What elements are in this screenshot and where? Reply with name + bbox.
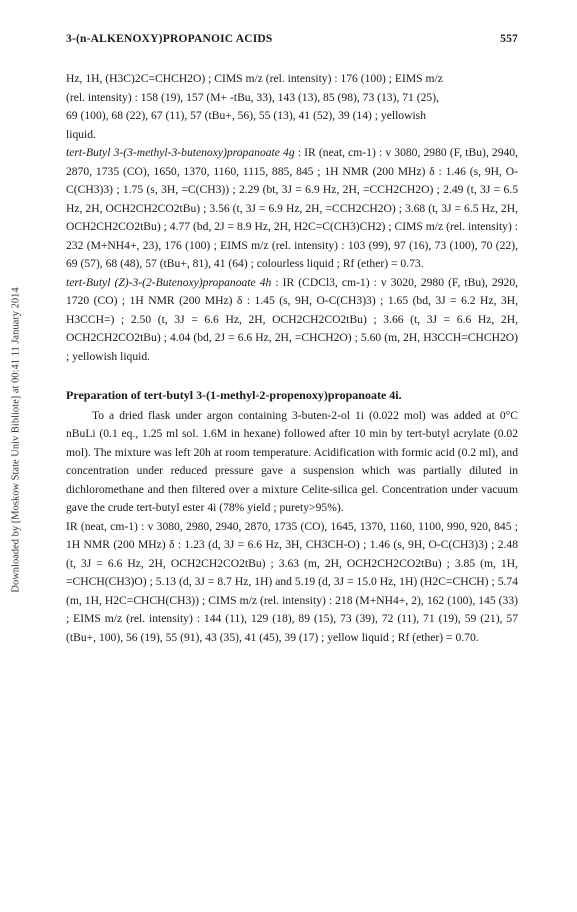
- compound-entry-4h: [66, 274, 518, 367]
- continued-line-2: (rel. intensity) : 158 (19), 157 (M+ -tBu, 33), 143 (13), 85 (98), 73 (13), 71 (25),: [66, 90, 439, 104]
- compound-data-4h: : IR (CDCl3, cm-1) : v 3020, 2980 (F, tBu), 2920, 1720 (CO) ; 1H NMR (200 MHz) δ : 1.45 (s, 9H, O-C(CH3)3) ; 1.65 (bd, 3J = 6.2 Hz, 3H, H3CCH=) ; 2.50 (t, 3J = 6.6 Hz, 2H, OCH2CH2CO2tBu) ; 3.66 (t, 3J = 6.6 Hz, 2H, OCH2CH2CO2tBu) ; 4.04 (bd, 2J = 6.6 Hz, 2H, =CHCH2O) ; 5.60 (m, 2H, H3CCH=CHCH2O) ; yellowish liquid.: [66, 275, 519, 363]
- section-spacer: [66, 366, 518, 386]
- section-title: Preparation of tert-butyl 3-(1-methyl-2-propenoxy)propanoate 4i.: [66, 388, 402, 402]
- procedure-paragraph: To a dried flask under argon containing 3-buten-2-ol 1i (0.022 mol) was added at 0°C nBuLi (0.1 eq., 1.25 ml sol. 1.6M in hexane) followed after 10 min by tert-butyl acrylate (0.02 mol). The mixture was left 20h at room temperature. Acidification with formic acid (0.2 ml), and concentration under reduced pressure gave a suspension which was partially diluted in dichloromethane and then filtered over a mixture Celite-silica gel. Concentration under vacuum gave the crude tert-butyl ester 4i (78% yield ; purety>95%).: [66, 408, 518, 514]
- continued-line-4: liquid.: [66, 127, 96, 141]
- running-title: 3-(n-ALKENOXY)PROPANOIC ACIDS: [66, 33, 273, 45]
- compound-data-4g: : IR (neat, cm-1) : v 3080, 2980 (F, tBu), 2940, 2870, 1735 (CO), 1650, 1370, 1160, 1115, 885, 845 ; 1H NMR (200 MHz) δ : 1.46 (s, 9H, O-C(CH3)3) ; 1.75 (s, 3H, =C(CH3)) ; 2.29 (bt, 3J = 6.9 Hz, 2H, =CCH2CH2O) ; 2.49 (t, 3J = 6.5 Hz, 2H, OCH2CH2CO2tBu) ; 3.56 (t, 3J = 6.9 Hz, 2H, =CCH2CH2O) ; 3.68 (t, 3J = 6.5 Hz, 2H, OCH2CH2CO2tBu) ; 4.77 (bd, 2J = 8.9 Hz, 2H, H2C=C(CH3)CH2) ; CIMS m/z (rel. intensity) : 232 (M+NH4+, 23), 176 (100) ; EIMS m/z (rel. intensity) : 103 (99), 97 (16), 73 (100), 70 (22), 69 (57), 68 (48), 57 (tBu+, 81), 41 (64) ; colourless liquid ; Rf (ether) = 0.73.: [66, 146, 519, 270]
- characterization-data: IR (neat, cm-1) : v 3080, 2980, 2940, 2870, 1735 (CO), 1645, 1370, 1160, 1100, 990, 920, 845 ; 1H NMR (200 MHz) δ : 1.23 (d, 3J = 6.6 Hz, 3H, CH3CH-O) ; 1.46 (s, 9H, O-C(CH3)3) ; 2.48 (t, 3J = 6.6 Hz, 2H, OCH2CH2CO2tBu) ; 3.63 (m, 2H, OCH2CH2CO2tBu) ; 3.85 (m, 1H, =CHCH(CH3)O) ; 5.13 (d, 3J = 8.7 Hz, 1H) and 5.19 (d, 3J = 15.0 Hz, 1H) (H2C=CHCH) ; 5.74 (m, 1H, H2C=CHCH(CH3)) ; CIMS m/z (rel. intensity) : 218 (M+NH4+, 2), 162 (100), 145 (33) ; EIMS m/z (rel. intensity) : 144 (11), 129 (18), 89 (15), 73 (39), 72 (11), 71 (19), 59 (21), 57 (tBu+, 100), 56 (19), 55 (91), 43 (35), 41 (45), 39 (17) ; yellow liquid ; Rf (ether) = 0.70.: [66, 519, 518, 644]
- continued-line-3: 69 (100), 68 (22), 67 (11), 57 (tBu+, 56), 55 (13), 41 (52), 39 (14) ; yellowish: [66, 109, 426, 122]
- download-watermark: [8, 160, 24, 720]
- compound-name-4h: tert-Butyl (Z)-3-(2-Butenoxy)propanoate 4h: [66, 275, 272, 289]
- page-body: [66, 70, 518, 647]
- page-header: [66, 33, 518, 49]
- continued-line-1: Hz, 1H, (H3C)2C=CHCH2O) ; CIMS m/z (rel. intensity) : 176 (100) ; EIMS m/z: [66, 72, 443, 85]
- compound-entry-4g: [66, 144, 518, 274]
- download-watermark-text: Downloaded by [Moskow State Univ Bibliote] at 00:41 11 January 2014: [10, 287, 22, 593]
- compound-name-4g: tert-Butyl 3-(3-methyl-3-butenoxy)propanoate 4g: [66, 146, 295, 159]
- page-number: 557: [500, 33, 518, 45]
